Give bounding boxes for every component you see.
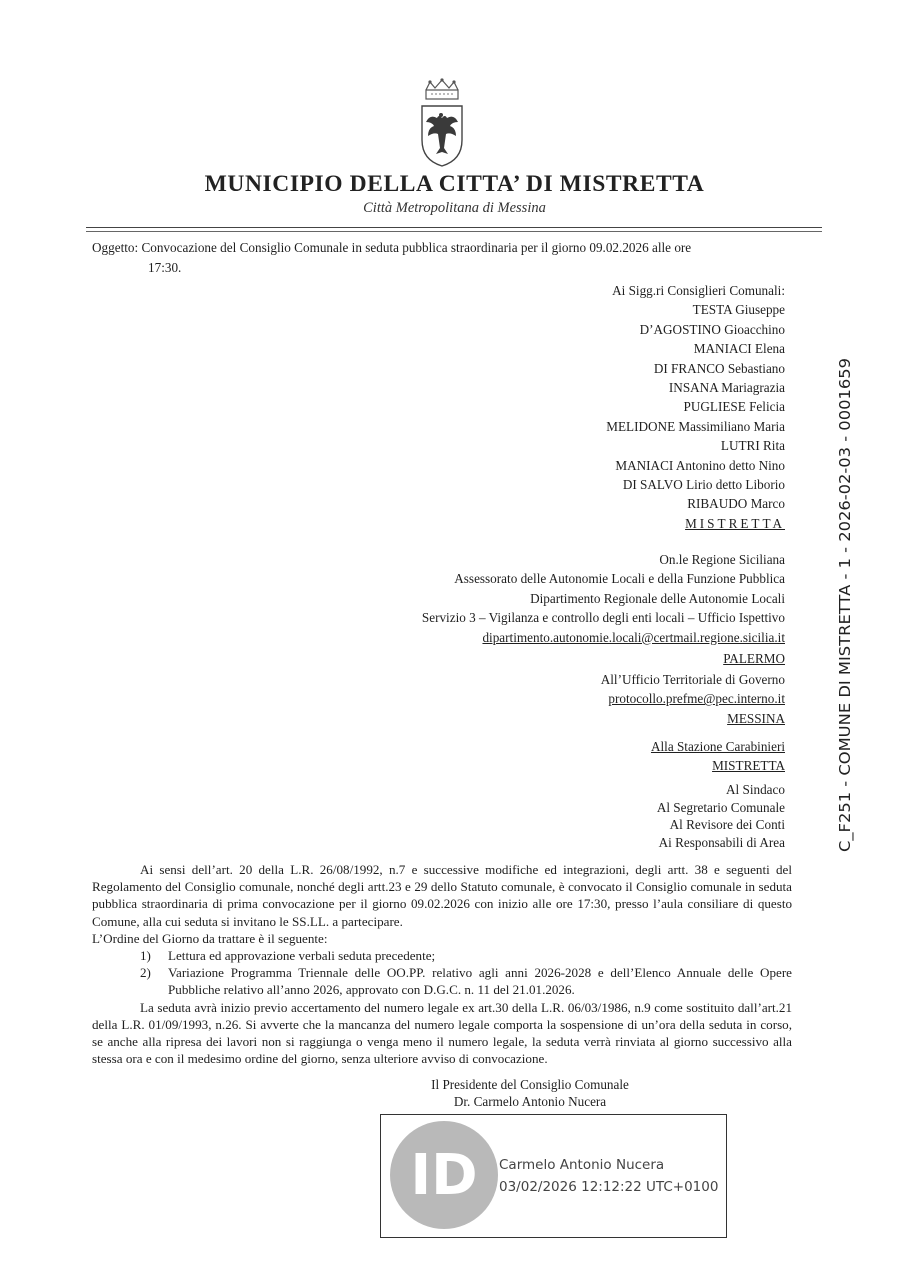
recipient-line: Ai Responsabili di Area xyxy=(658,834,785,850)
region-line: On.le Regione Siciliana xyxy=(659,552,785,567)
recipients-prefecture xyxy=(601,670,785,728)
councillors-city: MISTRETTA xyxy=(685,515,785,531)
municipality-title: MUNICIPIO DELLA CITTA’ DI MISTRETTA xyxy=(204,171,705,197)
councillor-name: INSANA Mariagrazia xyxy=(668,380,785,396)
recipients-carabinieri xyxy=(651,737,785,776)
carabinieri-line: Alla Stazione Carabinieri xyxy=(650,739,785,754)
digital-signature-timestamp: 03/02/2026 12:12:22 UTC+0100 xyxy=(499,1179,719,1195)
councillor-name: MANIACI Elena xyxy=(693,341,785,357)
protocol-stamp xyxy=(824,355,864,855)
recipients-councillors xyxy=(606,281,785,533)
recipients-others xyxy=(657,781,785,851)
body-paragraph: Ai sensi dell’art. 20 della L.R. 26/08/1992, n.7 e successive modifiche ed integrazioni, degli artt. 38 e seguenti del Regolamento del Consiglio comunale, nonché degli artt.23 e 29 dello Statuto comunale, è convocato il Consiglio comunale in seduta pubblica straordinaria di prima convocazione per il giorno 09.02.2026 con inizio alle ore 17:30, presso l’aula consiliare di questo Comune, alla cui seduta si invitano le SS.LL. a partecipare. xyxy=(92,862,792,929)
signature-block xyxy=(380,1076,680,1110)
region-email-link[interactable]: dipartimento.autonomie.locali@certmail.regione.sicilia.it xyxy=(482,629,785,645)
councillor-name: TESTA Giuseppe xyxy=(692,302,785,318)
agenda-item-text: Lettura ed approvazione verbali seduta precedente; xyxy=(168,948,436,964)
prefecture-line: All’Ufficio Territoriale di Governo xyxy=(600,672,785,687)
councillors-heading: Ai Sigg.ri Consiglieri Comunali: xyxy=(612,283,785,298)
header-rule-thin xyxy=(86,231,822,232)
region-line: Servizio 3 – Vigilanza e controllo degli enti locali – Ufficio Ispettivo xyxy=(421,610,785,626)
header-rule xyxy=(86,227,822,228)
region-line: Dipartimento Regionale delle Autonomie Locali xyxy=(530,590,785,606)
prefecture-city: MESSINA xyxy=(727,710,785,726)
digital-id-logo-text: ID xyxy=(410,1143,478,1208)
agenda-item xyxy=(92,964,792,998)
protocol-stamp-text: C_F251 - COMUNE DI MISTRETTA - 1 - 2026-02-03 - 0001659 xyxy=(836,392,854,852)
recipient-line: Al Segretario Comunale xyxy=(656,799,785,815)
subject xyxy=(92,238,792,278)
councillor-name: DI SALVO Lirio detto Liborio xyxy=(622,477,785,493)
agenda-intro: L’Ordine del Giorno da trattare è il seguente: xyxy=(92,930,328,946)
councillor-name: RIBAUDO Marco xyxy=(687,496,785,512)
body-paragraph: La seduta avrà inizio previo accertamento del numero legale ex art.30 della L.R. 06/03/1986, n.9 come sostituito dall’art.21 della L.R. 01/09/1993, n.26. Si avverte che la mancanza del numero legale comporta la sospensione di un’ora della seduta in corso, se anche alla ripresa dei lavori non si raggiunga o venga meno il numero legale, la seduta verrà rinviata al giorno successivo alla stessa ora e con il medesimo ordine del giorno, senza ulteriore avviso di convocazione. xyxy=(92,999,792,1067)
municipality-subtitle: Città Metropolitana di Messina xyxy=(363,200,546,216)
digital-signer-name: Carmelo Antonio Nucera xyxy=(499,1157,665,1173)
carabinieri-city: MISTRETTA xyxy=(712,758,785,774)
recipient-line: Al Revisore dei Conti xyxy=(669,817,785,832)
digital-id-logo-icon xyxy=(387,1118,501,1232)
subject-line-continued: 17:30. xyxy=(148,260,182,275)
recipients-region xyxy=(422,550,785,668)
recipient-line: Al Sindaco xyxy=(726,782,785,797)
region-city: PALERMO xyxy=(723,651,785,667)
councillor-name: PUGLIESE Felicia xyxy=(683,399,785,415)
councillor-name: MANIACI Antonino detto Nino xyxy=(615,457,785,473)
councillor-name: MELIDONE Massimiliano Maria xyxy=(606,418,785,434)
prefecture-email-link[interactable]: protocollo.prefme@pec.interno.it xyxy=(608,691,785,707)
councillor-name: D’AGOSTINO Gioacchino xyxy=(639,321,785,337)
convocation-body xyxy=(92,861,792,1067)
councillor-name: LUTRI Rita xyxy=(720,438,785,454)
councillor-name: DI FRANCO Sebastiano xyxy=(653,360,785,376)
signer-role: Il Presidente del Consiglio Comunale xyxy=(431,1077,629,1092)
agenda-item xyxy=(92,947,792,964)
agenda-item-text: Variazione Programma Triennale delle OO.PP. relativo agli anni 2026-2028 e dell’Elenco Annuale delle Opere Pubbliche relativo all’anno 2026, approvato con D.G.C. n. 11 del 21.01.2026. xyxy=(168,965,792,998)
region-line: Assessorato delle Autonomie Locali e della Funzione Pubblica xyxy=(454,571,785,587)
subject-line: Oggetto: Convocazione del Consiglio Comunale in seduta pubblica straordinaria per il giorno 09.02.2026 alle ore xyxy=(92,240,692,255)
municipal-crest-icon xyxy=(416,78,468,170)
agenda-item-number: 1) xyxy=(140,948,151,964)
agenda-item-number: 2) xyxy=(140,965,151,981)
digital-signature-box xyxy=(380,1114,727,1238)
signer-name: Dr. Carmelo Antonio Nucera xyxy=(453,1094,607,1109)
